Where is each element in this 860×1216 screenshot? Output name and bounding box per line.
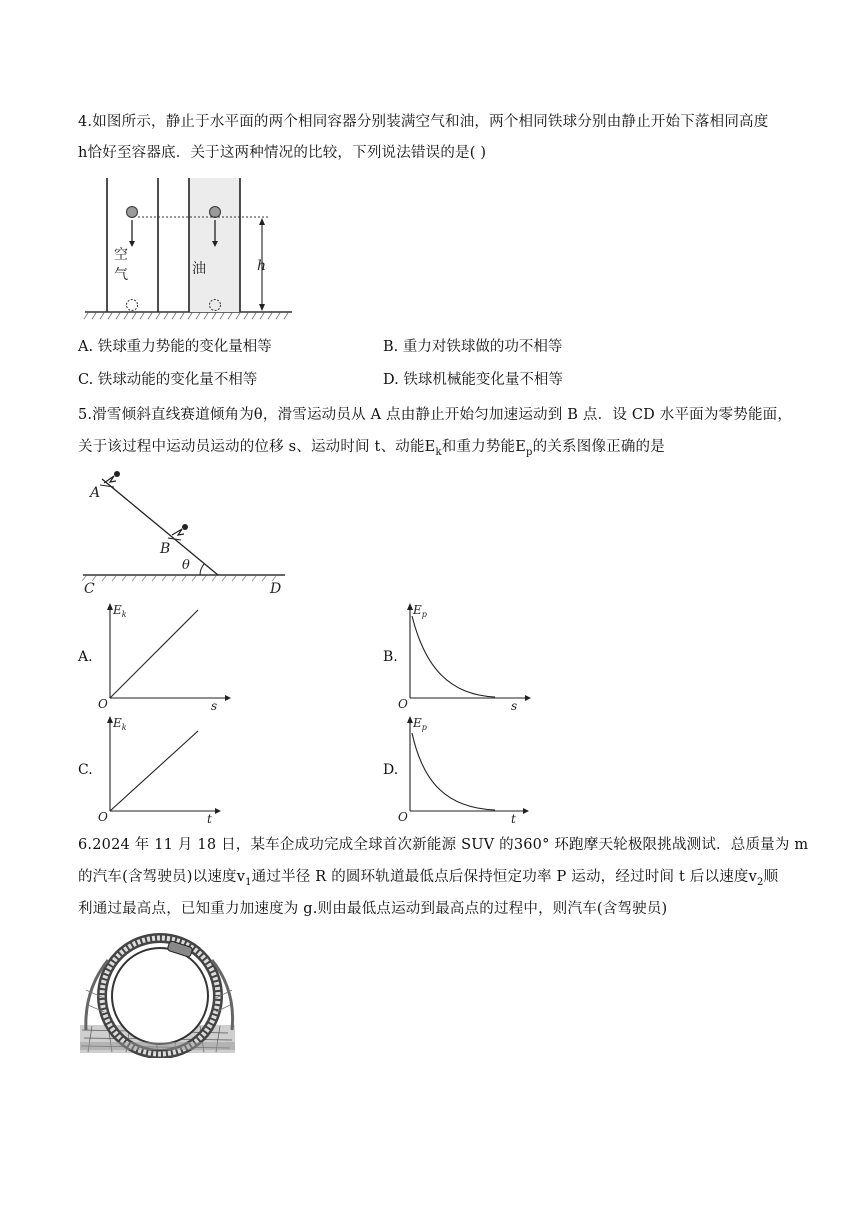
label-h: h <box>257 258 267 274</box>
q5-stem-line2 <box>78 437 665 463</box>
graph-c <box>95 711 235 826</box>
graph-c-x-label: t <box>207 812 212 826</box>
q5-stem-text-a: 关于该过程中运动员运动的位移 s、运动时间 t、动能E <box>78 439 436 455</box>
q6-stem-text-a: 的汽车(含驾驶员)以速度v <box>78 869 246 885</box>
graph-a <box>95 598 235 713</box>
graph-b <box>395 598 535 713</box>
graph-d-y-label: $E_p$ <box>413 716 427 732</box>
q4-option-c[interactable]: C. 铁球动能的变化量不相等 <box>78 372 258 388</box>
q4-stem-line2: h恰好至容器底．关于这两种情况的比较，下列说法错误的是( ) <box>78 145 487 161</box>
q4-option-b[interactable]: B. 重力对铁球做的功不相等 <box>383 339 563 355</box>
q5-sub-k: k <box>435 446 442 458</box>
graph-a-option[interactable]: A. <box>78 649 93 665</box>
q6-sub-2: 2 <box>757 876 764 888</box>
graph-b-curve <box>412 616 495 697</box>
q6-stem-line3: 利通过最高点，已知重力加速度为 g.则由最低点运动到最高点的过程中，则汽车(含驾驶员) <box>78 901 668 917</box>
q5-slope-figure <box>80 465 290 600</box>
graph-d-origin: O <box>398 810 408 824</box>
graph-d-option[interactable]: D. <box>383 762 399 778</box>
label-point-a: A <box>90 485 101 501</box>
q6-sub-1: 1 <box>245 876 252 888</box>
q6-stem-text-c: 顺 <box>763 869 779 885</box>
graph-c-origin: O <box>98 810 108 824</box>
graph-d <box>395 711 535 826</box>
graph-b-x-label: s <box>511 699 518 713</box>
q4-container-figure <box>80 175 295 325</box>
graph-b-option[interactable]: B. <box>383 649 398 665</box>
q6-loop-track-image <box>78 930 238 1058</box>
graph-c-option[interactable]: C. <box>78 762 93 778</box>
q5-stem-line1: 5.滑雪倾斜直线赛道倾角为θ，滑雪运动员从 A 点由静止开始匀加速运动到 B 点．设 CD 水平面为零势能面， <box>78 407 793 423</box>
graph-a-x-label: s <box>211 699 218 713</box>
label-point-d: D <box>270 581 282 597</box>
label-air-1: 空 <box>114 247 128 263</box>
q5-stem-text-c: 的关系图像正确的是 <box>532 439 665 455</box>
label-oil: 油 <box>192 261 206 277</box>
q5-stem-text-b: 和重力势能E <box>441 439 527 455</box>
q4-stem-line1: 4.如图所示，静止于水平面的两个相同容器分别装满空气和油，两个相同铁球分别由静止开始下落相同高度 <box>78 114 769 130</box>
q6-stem-line2 <box>78 867 778 893</box>
q4-option-d[interactable]: D. 铁球机械能变化量不相等 <box>383 372 563 388</box>
graph-b-y-label: $E_p$ <box>413 603 427 619</box>
label-air-2: 气 <box>114 267 128 283</box>
q4-option-a[interactable]: A. 铁球重力势能的变化量相等 <box>78 339 272 355</box>
graph-d-x-label: t <box>511 812 516 826</box>
graph-c-curve <box>110 731 198 811</box>
q5-sub-p: p <box>526 446 533 458</box>
label-point-c: C <box>84 581 95 597</box>
graph-d-curve <box>412 733 495 810</box>
graph-b-origin: O <box>398 697 408 711</box>
graph-a-y-label: $E_k$ <box>113 603 127 619</box>
label-theta: θ <box>182 558 190 573</box>
graph-a-origin: O <box>98 697 108 711</box>
graph-a-curve <box>110 610 198 698</box>
q6-stem-line1: 6.2024 年 11 月 18 日，某车企成功完成全球首次新能源 SUV 的360° 环跑摩天轮极限挑战测试．总质量为 m <box>78 837 809 853</box>
q6-stem-text-b: 通过半径 R 的圆环轨道最低点后保持恒定功率 P 运动，经过时间 t 后以速度v <box>251 869 758 885</box>
label-point-b: B <box>160 541 171 557</box>
graph-c-y-label: $E_k$ <box>113 716 127 732</box>
